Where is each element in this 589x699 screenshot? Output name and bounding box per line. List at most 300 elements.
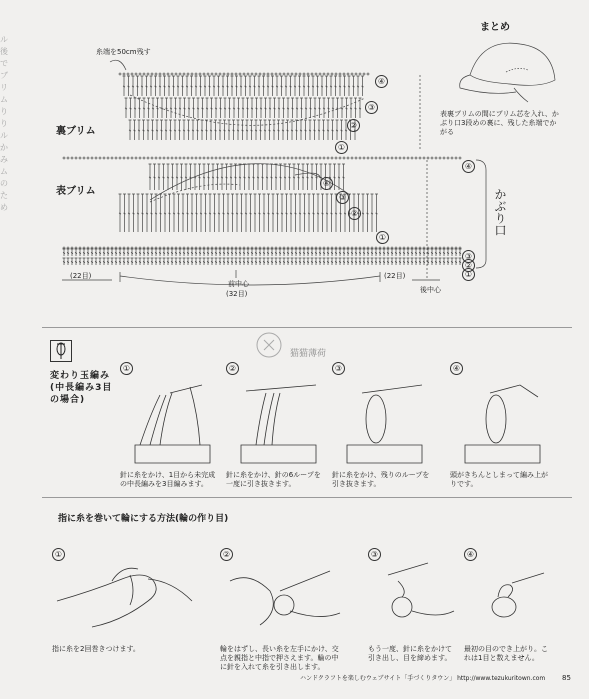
stitch-mark bbox=[211, 258, 214, 265]
stitch-mark bbox=[195, 76, 198, 96]
stitch-mark bbox=[330, 194, 333, 232]
stitch-mark bbox=[199, 249, 202, 256]
stitch-mark bbox=[87, 258, 90, 265]
stitch-mark bbox=[227, 157, 230, 160]
stitch-mark bbox=[295, 249, 298, 256]
stitch-mark bbox=[163, 157, 166, 160]
stitch-step bbox=[120, 356, 232, 489]
stitch-mark bbox=[165, 98, 168, 118]
omote-brim-grid bbox=[63, 157, 462, 233]
margin-fragment: で bbox=[0, 59, 8, 68]
watermark: 猫猫薄荷 bbox=[290, 349, 327, 359]
stitch-mark bbox=[205, 120, 208, 140]
front-count-label: (32目) bbox=[226, 290, 248, 298]
stitch-mark bbox=[87, 249, 90, 256]
stitch-mark bbox=[159, 249, 162, 256]
stitch-mark bbox=[199, 258, 202, 265]
stitch-mark bbox=[71, 157, 74, 160]
stitch-mark bbox=[343, 157, 346, 160]
stitch-mark bbox=[231, 73, 234, 76]
stitch-mark bbox=[127, 73, 130, 76]
stitch-mark bbox=[299, 258, 302, 265]
stitch-mark bbox=[107, 157, 110, 160]
stitch-mark bbox=[403, 249, 406, 256]
stitch-mark bbox=[251, 258, 254, 265]
stitch-illustration-1 bbox=[130, 375, 220, 465]
section-divider bbox=[42, 327, 572, 328]
stitch-mark bbox=[287, 249, 290, 256]
stitch-mark bbox=[215, 249, 218, 256]
stitch-mark bbox=[168, 194, 171, 232]
stitch-mark bbox=[129, 98, 132, 118]
stitch-mark bbox=[297, 164, 300, 190]
puff-stitch-icon bbox=[51, 341, 71, 361]
stitch-mark bbox=[347, 249, 350, 256]
stitch-mark bbox=[447, 157, 450, 160]
stitch-mark bbox=[207, 164, 210, 190]
stitch-mark bbox=[111, 258, 114, 265]
stitch-mark bbox=[103, 258, 106, 265]
stitch-mark bbox=[309, 120, 312, 140]
row-number: ③ bbox=[365, 101, 378, 114]
stitch-mark bbox=[218, 194, 221, 232]
stitch-mark bbox=[403, 258, 406, 265]
stitch-mark bbox=[371, 157, 374, 160]
stitch-mark bbox=[63, 157, 66, 160]
stitch-mark bbox=[443, 258, 446, 265]
stitch-mark bbox=[355, 249, 358, 256]
stitch-mark bbox=[276, 76, 279, 96]
stitch-mark bbox=[264, 120, 267, 140]
stitch-mark bbox=[284, 164, 287, 190]
stitch-mark bbox=[313, 120, 316, 140]
stitch-mark bbox=[123, 73, 126, 76]
stitch-mark bbox=[196, 120, 199, 140]
stitch-mark bbox=[291, 120, 294, 140]
stitch-mark bbox=[362, 194, 365, 232]
stitch-mark bbox=[239, 157, 242, 160]
stitch-mark bbox=[335, 157, 338, 160]
stitch-mark bbox=[171, 73, 174, 76]
step-number: ② bbox=[220, 548, 233, 561]
stitch-mark bbox=[363, 258, 366, 265]
stitch-mark bbox=[131, 157, 134, 160]
measure-right: (22目) bbox=[384, 272, 406, 280]
row-number: ① bbox=[335, 141, 348, 154]
stitch-mark bbox=[315, 164, 318, 190]
stitch-mark bbox=[379, 249, 382, 256]
stitch-mark bbox=[143, 157, 146, 160]
stitch-mark bbox=[136, 76, 139, 96]
stitch-mark bbox=[327, 120, 330, 140]
stitch-mark bbox=[363, 73, 366, 76]
stitch-mark bbox=[175, 157, 178, 160]
stitch-mark bbox=[339, 76, 342, 96]
stitch-mark bbox=[186, 194, 189, 232]
stitch-mark bbox=[286, 120, 289, 140]
stitch-mark bbox=[331, 258, 334, 265]
stitch-mark bbox=[323, 258, 326, 265]
row-number: ④ bbox=[320, 177, 333, 190]
stitch-mark bbox=[183, 249, 186, 256]
stitch-mark bbox=[249, 76, 252, 96]
stitch-mark bbox=[319, 249, 322, 256]
stitch-mark bbox=[185, 164, 188, 190]
stitch-mark bbox=[259, 120, 262, 140]
stitch-mark bbox=[403, 157, 406, 160]
stitch-mark bbox=[183, 73, 186, 76]
margin-fragment: りり bbox=[0, 107, 8, 128]
stitch-mark bbox=[79, 258, 82, 265]
stitch-mark bbox=[137, 194, 140, 232]
stitch-mark bbox=[290, 194, 293, 232]
stitch-mark bbox=[242, 98, 245, 118]
stitch-mark bbox=[247, 73, 250, 76]
stitch-mark bbox=[306, 164, 309, 190]
stitch-mark bbox=[164, 194, 167, 232]
stitch-mark bbox=[235, 73, 238, 76]
stitch-mark bbox=[443, 249, 446, 256]
stitch-mark bbox=[203, 249, 206, 256]
stitch-symbol-box bbox=[50, 340, 72, 362]
stitch-mark bbox=[213, 76, 216, 96]
stitch-mark bbox=[192, 98, 195, 118]
matome-title: まとめ bbox=[480, 22, 510, 33]
stitch-mark bbox=[223, 157, 226, 160]
stitch-mark bbox=[367, 249, 370, 256]
stitch-mark bbox=[223, 120, 226, 140]
stitch-mark bbox=[347, 258, 350, 265]
stitch-mark bbox=[291, 98, 294, 118]
stitch-mark bbox=[367, 258, 370, 265]
stitch-mark bbox=[203, 73, 206, 76]
stitch-mark bbox=[315, 258, 318, 265]
stitch-mark bbox=[319, 73, 322, 76]
stitch-mark bbox=[371, 258, 374, 265]
stitch-mark bbox=[359, 157, 362, 160]
stitch-mark bbox=[298, 76, 301, 96]
stitch-mark bbox=[224, 98, 227, 118]
stitch-mark bbox=[171, 258, 174, 265]
stitch-mark bbox=[248, 164, 251, 190]
stitch-mark bbox=[359, 249, 362, 256]
stitch-mark bbox=[359, 258, 362, 265]
yarn-tail-note: 糸端を50cm残す bbox=[96, 48, 151, 56]
stitch-mark bbox=[407, 157, 410, 160]
stitch-mark bbox=[264, 98, 267, 118]
stitch-mark bbox=[99, 249, 102, 256]
stitch-mark bbox=[287, 98, 290, 118]
stitch-mark bbox=[387, 249, 390, 256]
stitch-mark bbox=[399, 157, 402, 160]
stitch-mark bbox=[131, 249, 134, 256]
stitch-mark bbox=[275, 258, 278, 265]
stitch-mark bbox=[431, 249, 434, 256]
step-text: 最初の目のでき上がり。これは1目と数えません。 bbox=[464, 645, 548, 662]
stitch-mark bbox=[201, 98, 204, 118]
stitch-mark bbox=[281, 194, 284, 232]
stitch-mark bbox=[170, 98, 173, 118]
stitch-mark bbox=[239, 249, 242, 256]
stitch-mark bbox=[407, 249, 410, 256]
stitch-mark bbox=[175, 258, 178, 265]
stitch-mark bbox=[291, 157, 294, 160]
stitch-mark bbox=[156, 120, 159, 140]
stitch-mark bbox=[215, 157, 218, 160]
stitch-mark bbox=[79, 249, 82, 256]
stitch-mark bbox=[255, 157, 258, 160]
step-text: 頭がきちんとしまって編み上がりです。 bbox=[450, 471, 548, 488]
stitch-mark bbox=[153, 164, 156, 190]
stitch-mark bbox=[395, 157, 398, 160]
stitch-mark bbox=[223, 258, 226, 265]
margin-fragment: み bbox=[0, 155, 8, 164]
stitch-mark bbox=[215, 98, 218, 118]
stitch-mark bbox=[71, 249, 74, 256]
stitch-mark bbox=[141, 76, 144, 96]
stitch-mark bbox=[183, 98, 186, 118]
stitch-mark bbox=[357, 76, 360, 96]
stitch-mark bbox=[245, 194, 248, 232]
stitch-mark bbox=[67, 249, 70, 256]
stitch-mark bbox=[419, 157, 422, 160]
stitch-mark bbox=[246, 120, 249, 140]
stitch-title-line: (中長編み3目 bbox=[50, 383, 113, 393]
stitch-mark bbox=[255, 120, 258, 140]
ring-step bbox=[52, 542, 212, 654]
stitch-mark bbox=[83, 258, 86, 265]
stitch-mark bbox=[239, 164, 242, 190]
stitch-mark bbox=[291, 258, 294, 265]
stitch-mark bbox=[247, 258, 250, 265]
stitch-mark bbox=[151, 120, 154, 140]
stitch-mark bbox=[163, 76, 166, 96]
stitch-mark bbox=[179, 73, 182, 76]
stitch-mark bbox=[152, 98, 155, 118]
stitch-mark bbox=[431, 258, 434, 265]
row-number: ② bbox=[348, 207, 361, 220]
stitch-mark bbox=[138, 98, 141, 118]
stitch-mark bbox=[228, 98, 231, 118]
front-center-label: 前中心 bbox=[228, 280, 249, 288]
stitch-mark bbox=[187, 157, 190, 160]
stitch-mark bbox=[171, 157, 174, 160]
stitch-mark bbox=[411, 157, 414, 160]
stitch-mark bbox=[210, 120, 213, 140]
stitch-mark bbox=[235, 157, 238, 160]
stitch-mark bbox=[267, 157, 270, 160]
stitch-mark bbox=[347, 157, 350, 160]
stitch-mark bbox=[83, 157, 86, 160]
stitch-mark bbox=[439, 258, 442, 265]
stitch-mark bbox=[294, 194, 297, 232]
stitch-mark bbox=[247, 249, 250, 256]
stitch-mark bbox=[335, 249, 338, 256]
stitch-mark bbox=[269, 98, 272, 118]
stitch-mark bbox=[300, 98, 303, 118]
stitch-mark bbox=[208, 76, 211, 96]
stitch-mark bbox=[318, 120, 321, 140]
stitch-mark bbox=[263, 249, 266, 256]
pull-through-illustration bbox=[368, 561, 458, 631]
stitch-mark bbox=[243, 164, 246, 190]
stitch-mark bbox=[83, 249, 86, 256]
stitch-mark bbox=[231, 194, 234, 232]
stitch-mark bbox=[325, 76, 328, 96]
row-number: ④ bbox=[462, 160, 475, 173]
stitch-mark bbox=[343, 73, 346, 76]
stitch-mark bbox=[197, 98, 200, 118]
stitch-mark bbox=[255, 98, 258, 118]
stitch-mark bbox=[315, 73, 318, 76]
stitch-mark bbox=[291, 73, 294, 76]
stitch-mark bbox=[231, 76, 234, 96]
row-number: ③ bbox=[336, 191, 349, 204]
stitch-mark bbox=[270, 164, 273, 190]
stitch-mark bbox=[155, 258, 158, 265]
stitch-mark bbox=[107, 249, 110, 256]
stitch-mark bbox=[206, 98, 209, 118]
stitch-mark bbox=[312, 194, 315, 232]
stitch-mark bbox=[189, 164, 192, 190]
stitch-mark bbox=[178, 120, 181, 140]
stitch-mark bbox=[223, 73, 226, 76]
stitch-mark bbox=[200, 194, 203, 232]
stitch-mark bbox=[150, 76, 153, 96]
stitch-step bbox=[450, 356, 562, 489]
stitch-mark bbox=[254, 194, 257, 232]
stitch-mark bbox=[279, 258, 282, 265]
stitch-mark bbox=[91, 249, 94, 256]
stitch-mark bbox=[283, 73, 286, 76]
kaburiguchi-label: かぶり口 bbox=[493, 188, 507, 236]
stitch-mark bbox=[363, 249, 366, 256]
stitch-title-line: の場合) bbox=[50, 395, 86, 405]
stitch-steps bbox=[120, 356, 570, 486]
step-number: ① bbox=[52, 548, 65, 561]
stitch-mark bbox=[276, 194, 279, 232]
stitch-mark bbox=[132, 194, 135, 232]
stitch-illustration-2 bbox=[236, 375, 326, 465]
stitch-mark bbox=[247, 157, 250, 160]
magic-ring-title: 指に糸を巻いて輪にする方法(輪の作り目) bbox=[58, 514, 229, 524]
stitch-mark bbox=[135, 73, 138, 76]
stitch-mark bbox=[367, 157, 370, 160]
stitch-mark bbox=[323, 249, 326, 256]
stitch-mark bbox=[307, 249, 310, 256]
stitch-mark bbox=[231, 258, 234, 265]
stitch-mark bbox=[204, 76, 207, 96]
stitch-mark bbox=[191, 194, 194, 232]
back-center-label: 後中心 bbox=[420, 286, 441, 294]
stitch-mark bbox=[423, 249, 426, 256]
stitch-mark bbox=[351, 157, 354, 160]
stitch-mark bbox=[147, 258, 150, 265]
stitch-illustration-4 bbox=[460, 375, 550, 465]
stitch-mark bbox=[123, 157, 126, 160]
stitch-mark bbox=[201, 120, 204, 140]
stitch-mark bbox=[123, 76, 126, 96]
step-number: ④ bbox=[464, 548, 477, 561]
stitch-mark bbox=[147, 157, 150, 160]
stitch-mark bbox=[379, 258, 382, 265]
stitch-mark bbox=[259, 73, 262, 76]
stitch-mark bbox=[307, 73, 310, 76]
stitch-mark bbox=[207, 73, 210, 76]
magic-ring-steps bbox=[52, 542, 572, 672]
stitch-mark bbox=[141, 194, 144, 232]
stitch-mark bbox=[159, 73, 162, 76]
stitch-mark bbox=[236, 194, 239, 232]
stitch-mark bbox=[217, 76, 220, 96]
stitch-mark bbox=[195, 249, 198, 256]
stitch-mark bbox=[311, 73, 314, 76]
stitch-mark bbox=[375, 258, 378, 265]
stitch-mark bbox=[309, 98, 312, 118]
stitch-mark bbox=[311, 258, 314, 265]
stitch-mark bbox=[222, 194, 225, 232]
stitch-mark bbox=[147, 73, 150, 76]
stitch-mark bbox=[87, 157, 90, 160]
stitch-mark bbox=[167, 164, 170, 190]
stitch-mark bbox=[315, 157, 318, 160]
stitch-mark bbox=[135, 157, 138, 160]
stitch-mark bbox=[243, 258, 246, 265]
stitch-mark bbox=[249, 194, 252, 232]
stitch-mark bbox=[451, 249, 454, 256]
stitch-mark bbox=[266, 164, 269, 190]
stitch-mark bbox=[334, 76, 337, 96]
stitch-mark bbox=[151, 249, 154, 256]
stitch-mark bbox=[319, 258, 322, 265]
margin-fragment: ため bbox=[0, 191, 8, 212]
step-number: ② bbox=[226, 362, 239, 375]
stitch-mark bbox=[299, 194, 302, 232]
stitch-mark bbox=[331, 120, 334, 140]
stitch-mark bbox=[288, 164, 291, 190]
stitch-mark bbox=[210, 98, 213, 118]
stitch-mark bbox=[207, 157, 210, 160]
stitch-mark bbox=[331, 157, 334, 160]
stitch-mark bbox=[273, 120, 276, 140]
stitch-mark bbox=[182, 194, 185, 232]
stitch-mark bbox=[267, 73, 270, 76]
stitch-mark bbox=[275, 157, 278, 160]
stitch-mark bbox=[327, 98, 330, 118]
row-number: ③ bbox=[462, 250, 475, 263]
stitch-mark bbox=[375, 249, 378, 256]
stitch-mark bbox=[240, 76, 243, 96]
stitch-mark bbox=[307, 76, 310, 96]
stitch-mark bbox=[287, 73, 290, 76]
stitch-mark bbox=[326, 194, 329, 232]
stitch-mark bbox=[387, 258, 390, 265]
stitch-mark bbox=[295, 258, 298, 265]
stitch-mark bbox=[327, 249, 330, 256]
stitch-mark bbox=[304, 120, 307, 140]
stitch-mark bbox=[234, 164, 237, 190]
stitch-mark bbox=[323, 73, 326, 76]
stitch-mark bbox=[287, 258, 290, 265]
stitch-mark bbox=[311, 157, 314, 160]
stitch-mark bbox=[91, 157, 94, 160]
stitch-mark bbox=[168, 76, 171, 96]
stitch-mark bbox=[129, 120, 132, 140]
stitch-mark bbox=[215, 73, 218, 76]
stitch-mark bbox=[174, 120, 177, 140]
stitch-mark bbox=[267, 194, 270, 232]
stitch-mark bbox=[246, 98, 249, 118]
